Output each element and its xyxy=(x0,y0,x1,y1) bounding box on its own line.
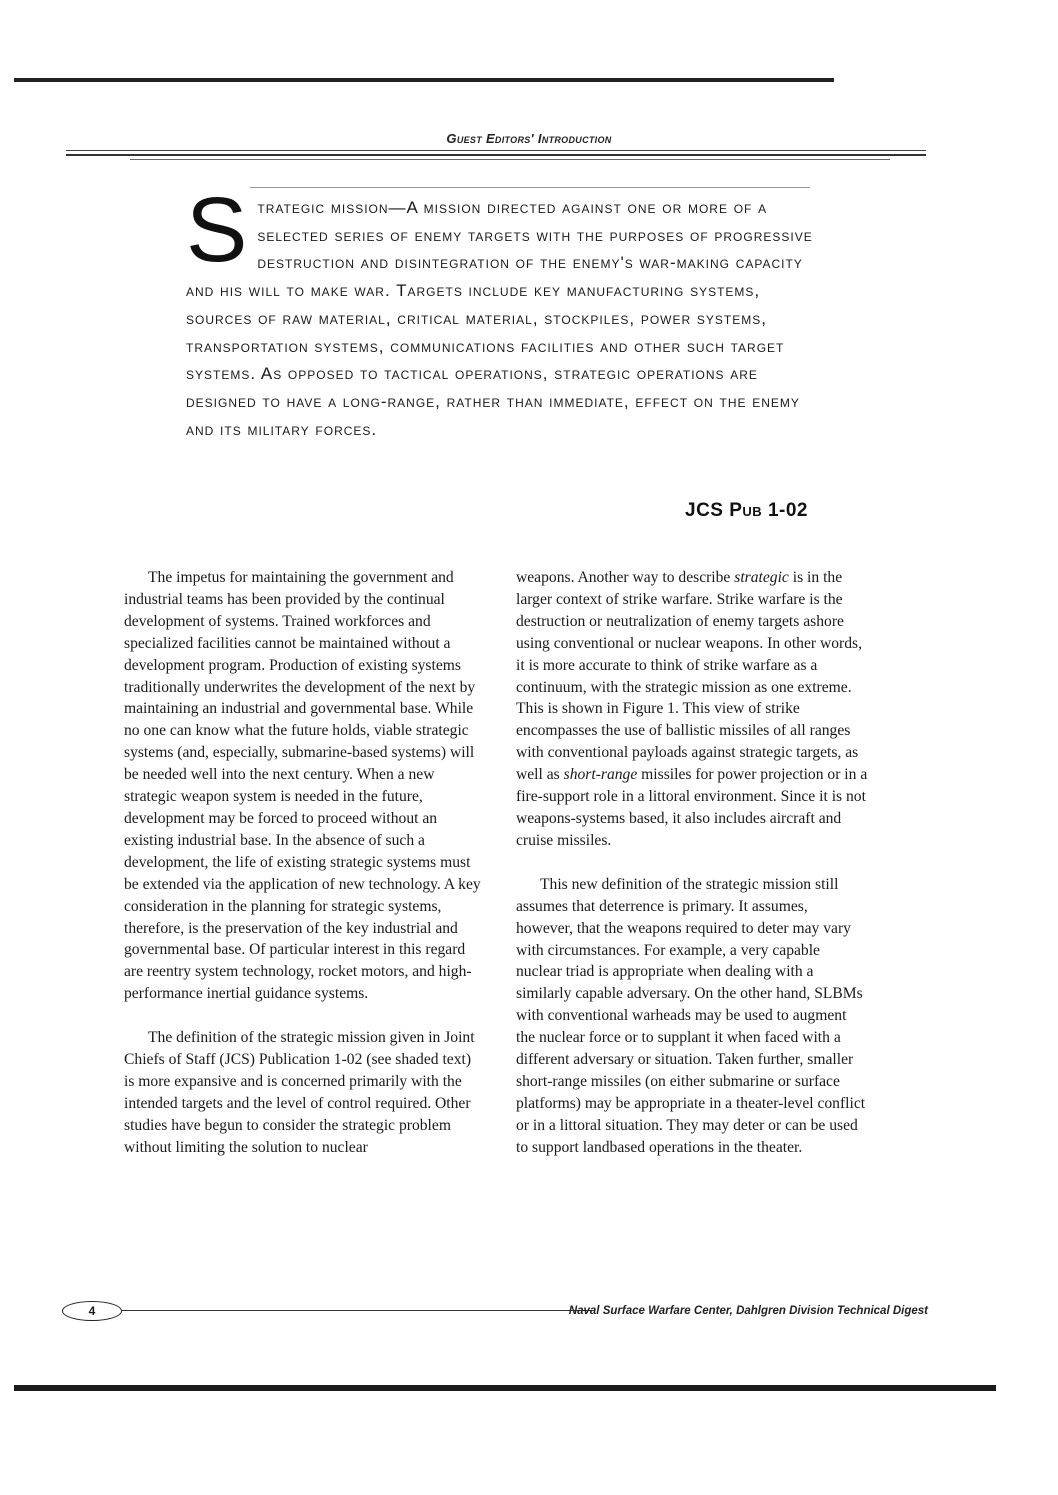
text-run: missiles for power projection or in a fire-support role in a littoral environment. Since it is not weapons-systems based, it also includes aircraft and cruise missiles. xyxy=(516,766,868,849)
bottom-border-rule xyxy=(14,1385,996,1391)
body-paragraph: The impetus for maintaining the government and industrial teams has been provided by the continual development of systems. Trained workforces and specialized facilities cannot be maintained without a development program. Production of existing systems traditionally underwrites the development of the next by maintaining an industrial and governmental base. While no one can know what the future holds, viable strategic systems (and, especially, submarine-based systems) will be needed well into the next century. When a new strategic weapon system is needed in the future, development may be forced to proceed without an existing industrial base. In the absence of such a development, the life of existing strategic systems must be extended via the application of new technology. A key consideration in the planning for strategic systems, therefore, is the preservation of the key industrial and governmental base. Of particular interest in this regard are reentry system technology, rocket motors, and high-performance inertial guidance systems. xyxy=(124,569,481,1003)
text-run: weapons. Another way to describe xyxy=(516,569,735,586)
page-number: 4 xyxy=(62,1301,122,1321)
emphasis: strategic xyxy=(734,569,789,586)
left-column xyxy=(124,567,484,1181)
right-column xyxy=(516,567,868,1181)
body-paragraph: This new definition of the strategic mission still assumes that deterrence is primary. It assumes, however, that the weapons required to deter may vary with circumstances. For example, a very capable nuclear triad is appropriate when dealing with a similarly capable adversary. On the other hand, SLBMs with conventional warheads may be used to augment the nuclear force or to supplant it when faced with a different adversary or situation. Taken further, smaller short-range missiles (on either submarine or surface platforms) may be appropriate in a theater-level conflict or in a littoral situation. They may deter or can be used to support landbased operations in the theater. xyxy=(516,875,866,1156)
top-border-rule xyxy=(14,78,834,82)
quote-divider xyxy=(250,187,810,188)
footer-rule xyxy=(122,1310,592,1311)
journal-name: Naval Surface Warfare Center, Dahlgren Division Technical Digest xyxy=(568,1305,928,1317)
definition-quote xyxy=(186,179,826,443)
running-head: Guest Editors' Introduction xyxy=(446,131,612,146)
body-paragraph xyxy=(516,567,868,852)
text-run: is in the larger context of strike warfare. Strike warfare is the destruction or neutralization of enemy targets ashore using conventional or nuclear weapons. In other words, it is more accurate to think of strike warfare as a continuum, with the strategic mission as one extreme. This is shown in Figure 1. This view of strike encompasses the use of ballistic missiles of all ranges with conventional payloads against strategic targets, as well as xyxy=(516,569,863,784)
header-rule xyxy=(66,150,926,151)
quote-source: JCS Pub 1-02 xyxy=(685,500,808,521)
drop-cap: S xyxy=(186,179,248,281)
header-rule xyxy=(66,154,926,156)
header-rule xyxy=(130,159,890,160)
emphasis: short-range xyxy=(563,766,638,784)
quote-text: trategic mission—A mission directed against one or more of a selected series of enemy targets with the purposes of progressive destruction and disintegration of the enemy's war-making capacity and his will to make war. Targets include key manufacturing systems, sources of raw material, critical material, stockpiles, power systems, transportation systems, communications facilities and other such target systems. As opposed to tactical operations, strategic operations are designed to have a long-range, rather than immediate, effect on the enemy and its military forces. xyxy=(186,198,813,439)
body-paragraph: The definition of the strategic mission given in Joint Chiefs of Staff (JCS) Publication 1-02 (see shaded text) is more expansive and is concerned primarily with the intended targets and the level of control required. Other studies have begun to consider the strategic problem without limiting the solution to nuclear xyxy=(124,1029,475,1156)
